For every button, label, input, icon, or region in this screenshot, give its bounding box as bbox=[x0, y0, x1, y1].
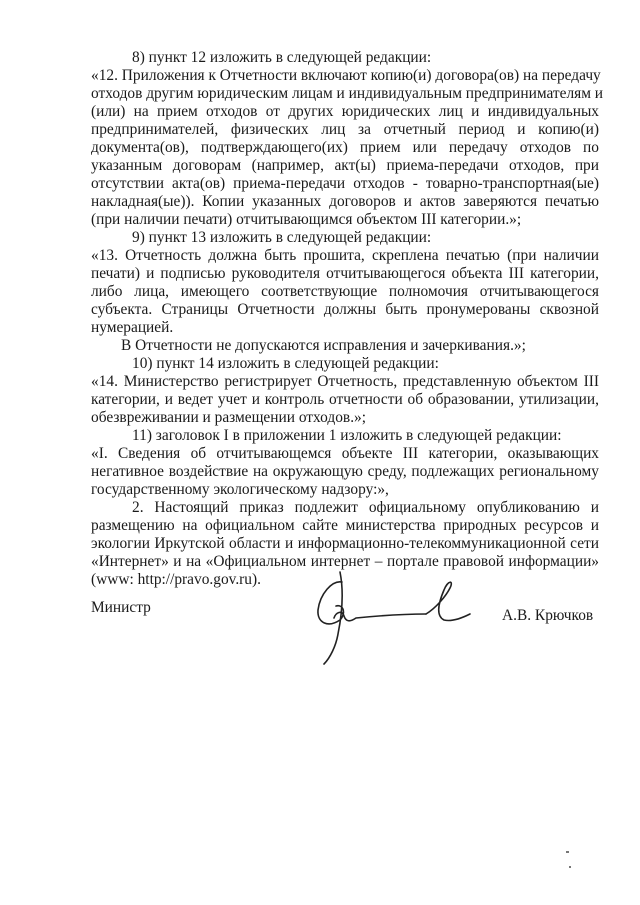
item-13-text-line: нумерацией. bbox=[91, 319, 174, 336]
item-12-text-line: накладная(ые)). Копии указанных договоров и актов заверяются печатью bbox=[91, 193, 599, 210]
signatory-title: Министр bbox=[91, 599, 151, 616]
paragraph-2-line: «Интернет» и на «Официальном интернет – портале правовой информации» bbox=[91, 553, 599, 570]
item-13-text-line: субъекта. Страницы Отчетности должны быть пронумерованы сквозной bbox=[91, 301, 599, 318]
item-13-text-line: В Отчетности не допускаются исправления и зачеркивания.»; bbox=[121, 337, 526, 354]
paragraph-2-line: размещению на официальном сайте министерства природных ресурсов и bbox=[91, 517, 599, 534]
item-12-text-line: (при наличии печати) отчитывающимся объектом III категории.»; bbox=[91, 211, 522, 228]
item-9-heading: 9) пункт 13 изложить в следующей редакции: bbox=[132, 229, 432, 246]
section-i-text-line: негативное воздействие на окружающую среду, подлежащих региональному bbox=[91, 463, 599, 480]
item-12-text-line: отсутствии акта(ов) приема-передачи отходов - товарно-транспортная(ые) bbox=[91, 175, 599, 192]
section-i-text-line: «I. Сведения об отчитывающемся объекте III категории, оказывающих bbox=[91, 445, 599, 462]
item-14-text-line: «14. Министерство регистрирует Отчетность, представленную объектом III bbox=[91, 373, 599, 390]
item-13-text-line: «13. Отчетность должна быть прошита, скреплена печатью (при наличии bbox=[91, 247, 599, 264]
scan-speck bbox=[569, 866, 571, 868]
item-11-heading: 11) заголовок I в приложении 1 изложить в следующей редакции: bbox=[132, 427, 562, 444]
item-8-heading: 8) пункт 12 изложить в следующей редакции: bbox=[132, 49, 432, 66]
item-12-text-line: (или) на прием отходов от других юридических лиц и индивидуальных bbox=[91, 103, 599, 120]
paragraph-2-line: экологии Иркутской области и информационно-телекоммуникационной сети bbox=[91, 535, 599, 552]
item-12-text-line: «12. Приложения к Отчетности включают копию(и) договора(ов) на передачу bbox=[91, 67, 601, 84]
signatory-name: А.В. Крючков bbox=[502, 607, 594, 624]
section-i-text-line: государственному экологическому надзору:», bbox=[91, 481, 389, 498]
item-12-text-line: предпринимателей, физических лиц за отчетный период и копию(и) bbox=[91, 121, 599, 138]
paragraph-2-line: 2. Настоящий приказ подлежит официальному опубликованию и bbox=[132, 499, 599, 516]
item-10-heading: 10) пункт 14 изложить в следующей редакции: bbox=[132, 355, 439, 372]
item-13-text-line: печати) и подписью руководителя отчитывающегося объекта III категории, bbox=[91, 265, 599, 282]
item-12-text-line: отходов другим юридическим лицам и индивидуальным предпринимателям и bbox=[91, 85, 604, 102]
item-13-text-line: либо лица, имеющего соответствующие полномочия отчитывающегося bbox=[91, 283, 599, 300]
signature bbox=[306, 568, 476, 668]
paragraph-2-line: (www: http://pravo.gov.ru). bbox=[91, 571, 261, 588]
item-14-text-line: категории, и ведет учет и контроль отчетности об образовании, утилизации, bbox=[91, 391, 599, 408]
item-14-text-line: обезвреживании и размещении отходов.»; bbox=[91, 409, 367, 426]
scan-speck bbox=[566, 851, 569, 853]
item-12-text-line: указанным договорам (например, акт(ы) приема-передачи отходов, при bbox=[91, 157, 599, 174]
item-12-text-line: документа(ов), подтверждающего(их) прием или передачу отходов по bbox=[91, 139, 599, 156]
